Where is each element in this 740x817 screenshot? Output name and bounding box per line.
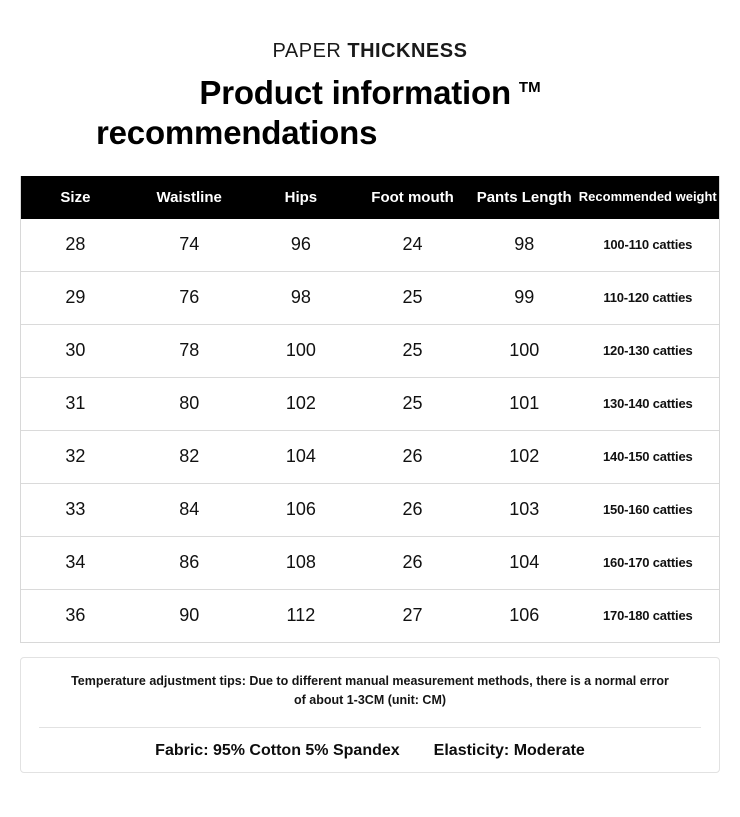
cell-pants-length: 100 [472, 324, 577, 377]
title-line-1 [90, 73, 650, 113]
eyebrow-bold-text: THICKNESS [347, 40, 468, 62]
column-header-size: Size [21, 176, 130, 219]
cell-foot-mouth: 26 [353, 536, 472, 589]
cell-hips: 104 [249, 430, 354, 483]
cell-recommended-weight: 100-110 catties [577, 219, 719, 272]
cell-waistline: 76 [130, 271, 249, 324]
cell-waistline: 90 [179, 605, 200, 626]
cell-foot-mouth: 25 [353, 324, 472, 377]
page-title [90, 73, 650, 154]
cell-hips: 98 [249, 271, 354, 324]
cell-pants-length: 101 [472, 377, 577, 430]
cell-waistline: 82 [130, 430, 249, 483]
table-row [21, 377, 719, 430]
cell-recommended-weight: 140-150 catties [577, 430, 719, 483]
cell-recommended-weight: 130-140 catties [577, 377, 719, 430]
cell-recommended-weight: 150-160 catties [577, 483, 719, 536]
cell-pants-length: 104 [472, 536, 577, 589]
cell-foot-mouth: 25 [353, 377, 472, 430]
cell-size: 32 [21, 430, 130, 483]
column-header-hips: Hips [249, 176, 354, 219]
elasticity-info: Elasticity: Moderate [433, 741, 585, 759]
cell-pants-length: 99 [472, 271, 577, 324]
cell-waistline: 80 [130, 377, 249, 430]
page-header [0, 0, 740, 154]
table-row [21, 430, 719, 483]
column-header-foot-mouth: Foot mouth [353, 176, 472, 219]
cell-hips: 100 [249, 324, 354, 377]
cell-foot-mouth: 26 [353, 430, 472, 483]
table-body [21, 219, 719, 642]
column-header-waistline: Waistline [130, 176, 249, 219]
eyebrow-light-text: PAPER [272, 40, 342, 62]
footer-note-box [20, 657, 720, 773]
size-table-container [20, 176, 720, 643]
title-main-text: Product information [199, 74, 511, 111]
fabric-composition: Fabric: 95% Cotton 5% Spandex [155, 741, 400, 759]
title-line-2: recommendations [96, 114, 378, 152]
cell-recommended-weight: 160-170 catties [577, 536, 719, 589]
table-row [21, 324, 719, 377]
table-row [21, 483, 719, 536]
cell-size: 33 [21, 483, 130, 536]
cell-hips: 106 [249, 483, 354, 536]
cell-pants-length: 98 [472, 219, 577, 272]
column-header-pants-length: Pants Length [472, 176, 577, 219]
cell-waistline: 74 [130, 219, 249, 272]
table-header-row [21, 176, 719, 219]
column-header-recommended-weight: Recommended weight [577, 176, 719, 219]
cell-hips: 108 [249, 536, 354, 589]
table-row [21, 589, 719, 642]
cell-waistline: 84 [130, 483, 249, 536]
eyebrow [0, 40, 740, 63]
cell-hips: 102 [249, 377, 354, 430]
table-row [21, 536, 719, 589]
table-row [21, 271, 719, 324]
cell-recommended-weight: 170-180 catties [603, 607, 693, 623]
cell-waistline: 86 [130, 536, 249, 589]
cell-waistline: 78 [130, 324, 249, 377]
cell-pants-length: 106 [509, 605, 540, 626]
cell-hips: 96 [249, 219, 354, 272]
fabric-row [39, 727, 701, 760]
cell-foot-mouth: 27 [402, 605, 423, 626]
cell-recommended-weight: 120-130 catties [577, 324, 719, 377]
cell-hips: 112 [286, 605, 316, 626]
cell-foot-mouth: 26 [353, 483, 472, 536]
trademark-mark: TM [518, 79, 541, 96]
cell-size: 28 [21, 219, 130, 272]
size-table [21, 176, 719, 642]
cell-foot-mouth: 25 [353, 271, 472, 324]
cell-size: 29 [21, 271, 130, 324]
cell-size: 30 [21, 324, 130, 377]
cell-size: 36 [65, 605, 86, 626]
table-header [21, 176, 719, 219]
table-row [21, 219, 719, 272]
cell-size: 34 [21, 536, 130, 589]
cell-pants-length: 103 [472, 483, 577, 536]
cell-pants-length: 102 [472, 430, 577, 483]
measurement-note: Temperature adjustment tips: Due to different manual measurement methods, there is a normal error of about 1-3CM (unit: CM) [71, 673, 669, 708]
cell-recommended-weight: 110-120 catties [577, 271, 719, 324]
cell-size: 31 [21, 377, 130, 430]
cell-foot-mouth: 24 [353, 219, 472, 272]
